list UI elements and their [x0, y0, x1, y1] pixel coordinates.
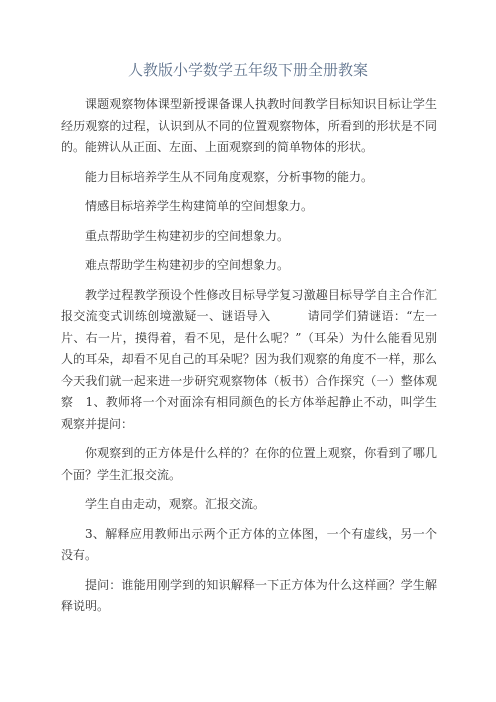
paragraph-teaching-process: 教学过程教学预设个性修改目标导学复习激趣目标导学自主合作汇报交流变式训练创境激疑一、谜语导入 请同学们猜谜语：“左一片、右一片，摸得着，看不见，是什么呢？”（耳朵）为什么能看见别人的耳朵，却看不见自己的耳朵呢？因为我们观察的角度不一样，那么今天我们就一起来进一步研究观察物体（板书）合作探究（一）整体观察 1、教师将一个对面涂有相同颜色的长方体举起静止不动，叫学生观察并提问：: [61, 287, 437, 431]
document-title: 人教版小学数学五年级下册全册教案: [127, 61, 368, 79]
paragraph-key-point: 重点帮助学生构建初步的空间想象力。: [85, 228, 290, 243]
document-body: [61, 94, 437, 626]
paragraph-ability-goal: 能力目标培养学生从不同角度观察，分析事物的能力。: [85, 169, 374, 184]
paragraph-application: 3、解释应用教师出示两个正方体的立体图，一个有虚线，另一个没有。: [61, 526, 437, 562]
paragraph-student-activity: 学生自由走动，观察。汇报交流。: [85, 497, 266, 511]
paragraph-question-explain: 提问：谁能用刚学到的知识解释一下正方体为什么这样画？学生解释说明。: [61, 577, 437, 613]
paragraph-emotion-goal: 情感目标培养学生构建简单的空间想象力。: [85, 199, 314, 213]
paragraph-objectives: 课题观察物体课型新授课备课人执教时间教学目标知识目标让学生经历观察的过程，认识到从不同的位置观察物体，所看到的形状是不同的。能辨认从正面、左面、上面观察到的简单物体的形状。: [61, 97, 437, 154]
paragraph-observation-question: 你观察到的正方体是什么样的？在你的位置上观察，你看到了哪几个面？学生汇报交流。: [61, 446, 437, 482]
paragraph-difficulty: 难点帮助学生构建初步的空间想象力。: [85, 258, 290, 272]
